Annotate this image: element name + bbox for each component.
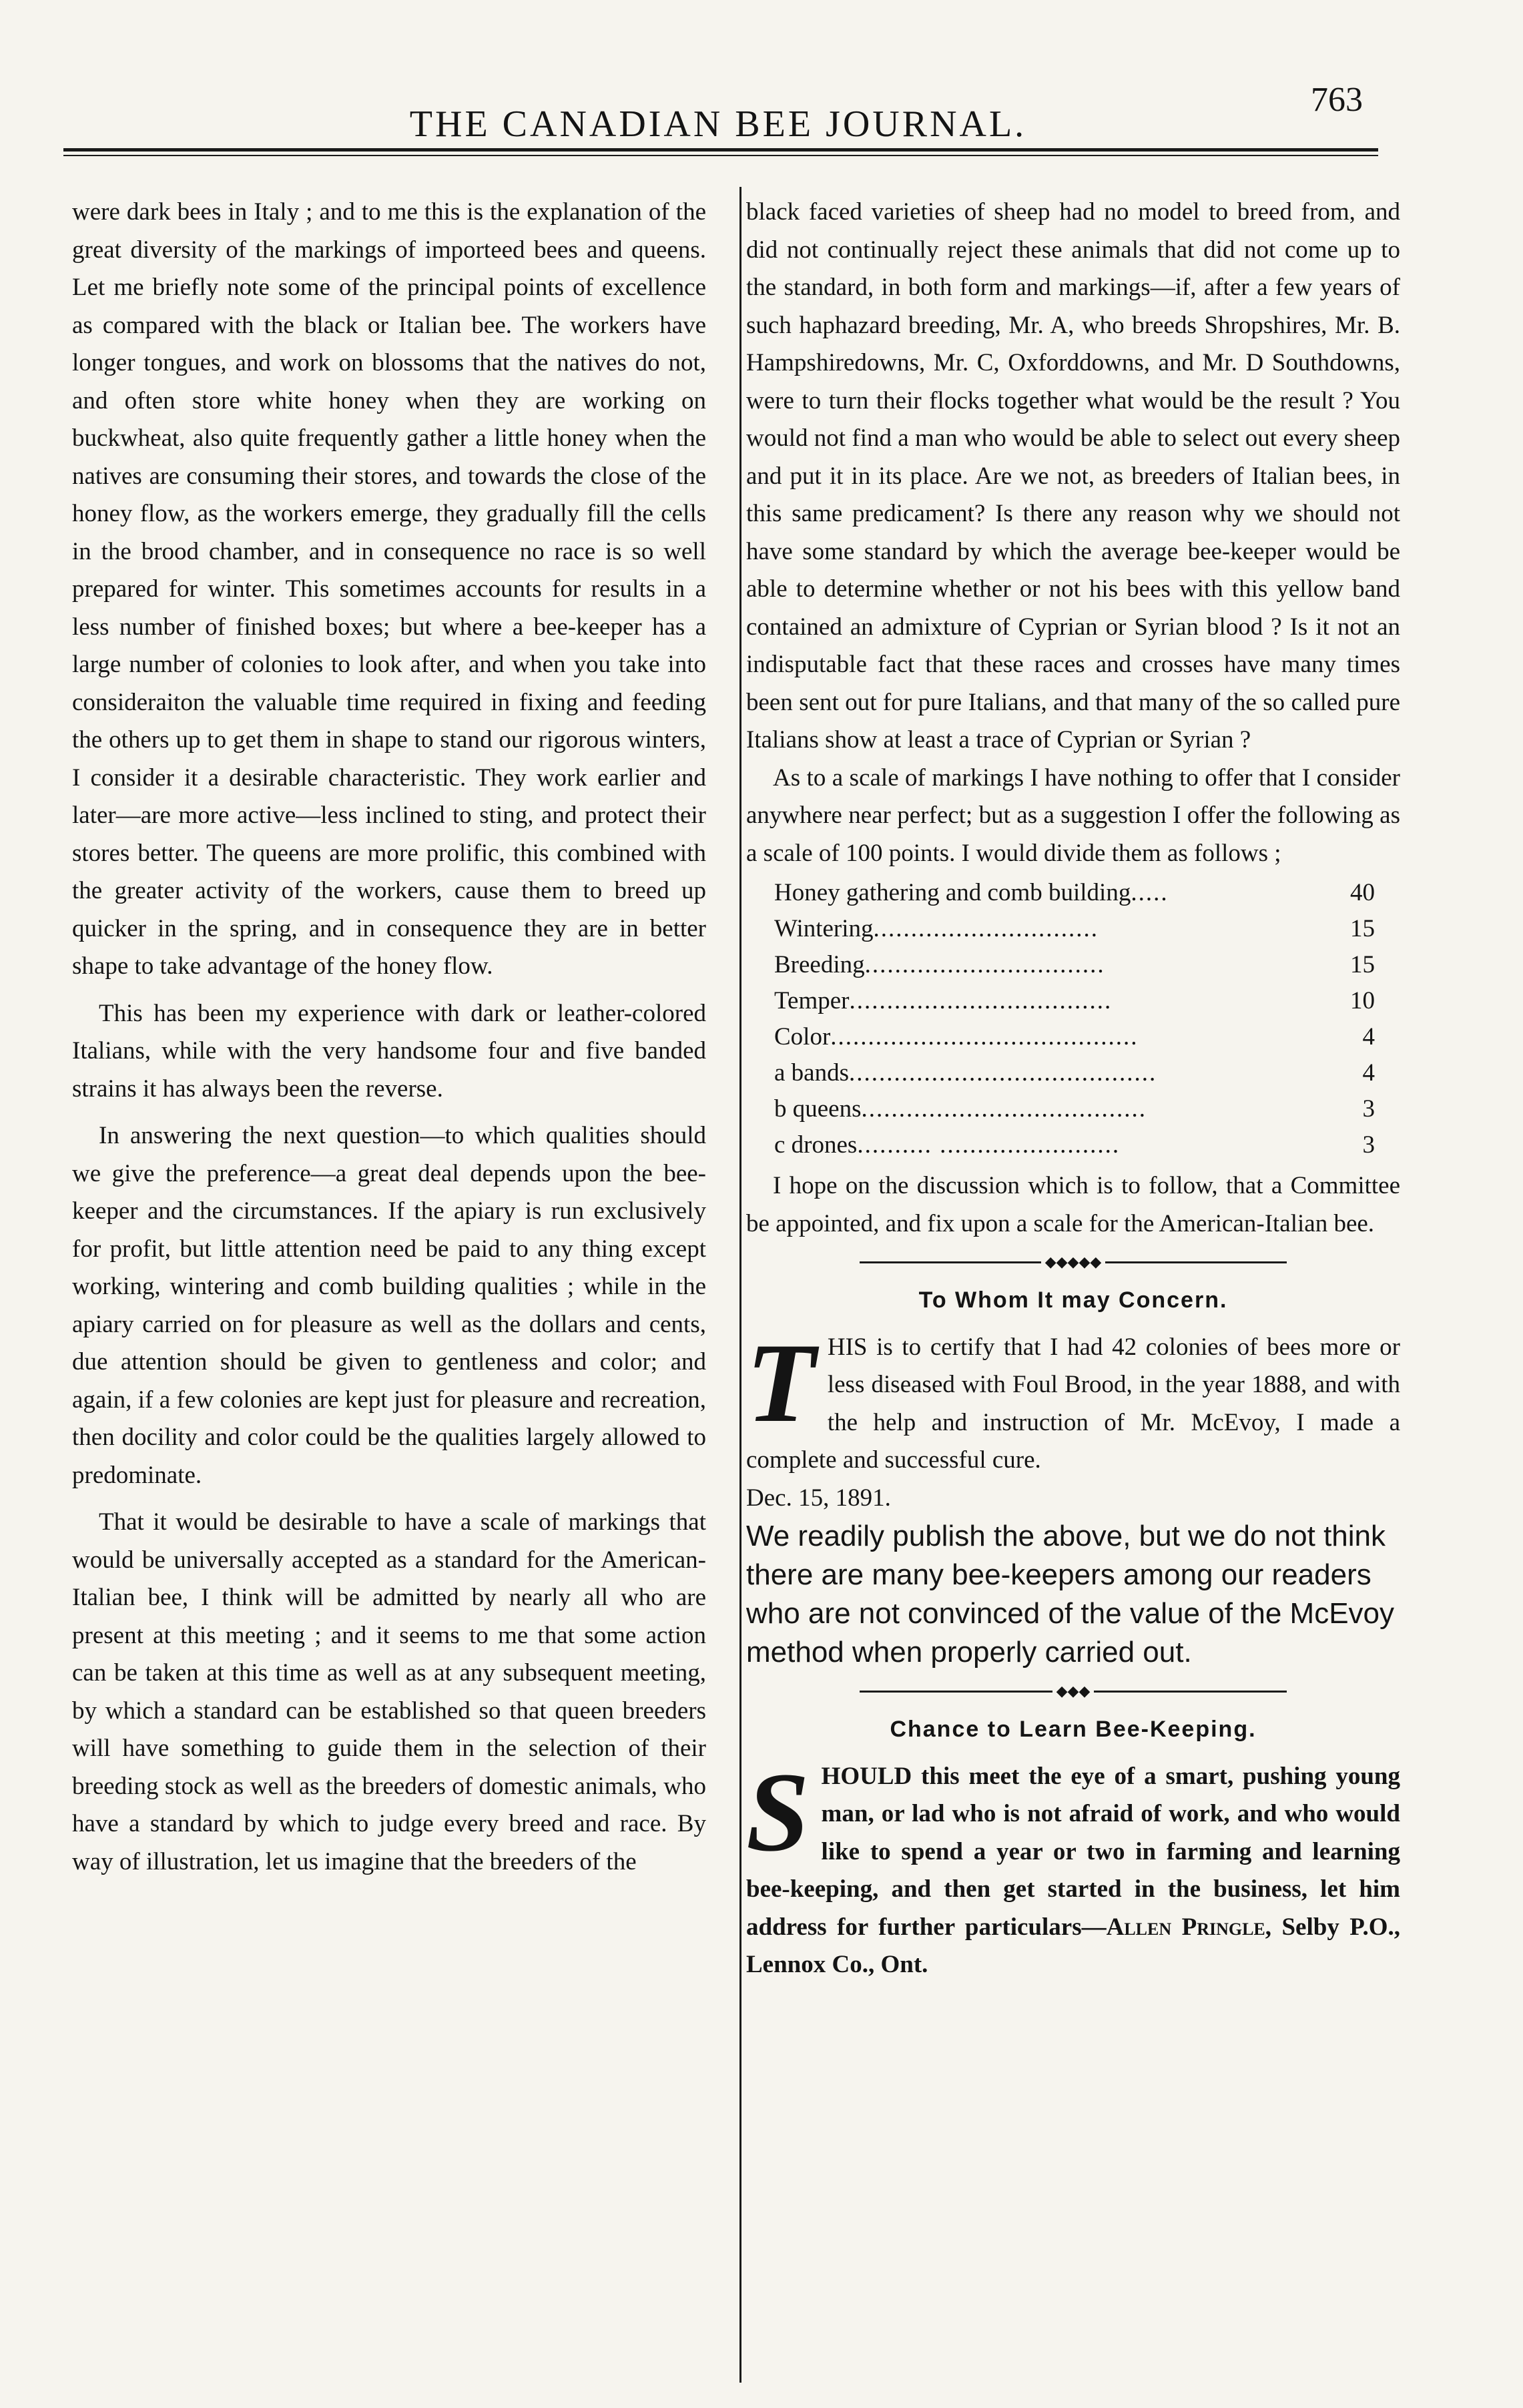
scale-row [774, 1091, 1375, 1127]
drop-cap-t: T [746, 1319, 816, 1446]
ornament-divider: ◆◆◆◆◆ [860, 1252, 1287, 1272]
scale-row [774, 875, 1375, 911]
scale-leader-dots: ......................................... [849, 1059, 1157, 1087]
scale-leader-dots: .......... ........................ [857, 1131, 1121, 1159]
editor-note: We readily publish the above, but we do not think there are many bee-keepers among our readers who are not convinced of the value of the McEvoy method when properly carried out. [746, 1520, 1395, 1669]
scale-points: 15 [1350, 951, 1375, 978]
certificate-paragraph [746, 1319, 1400, 1480]
closing-paragraph: I hope on the discussion which is to follow, that a Committee be appointed, and fix upon a scale for the American-Italian bee. [746, 1172, 1400, 1237]
scale-intro: As to a scale of markings I have nothing to offer that I consider anywhere near perfect; but as a suggestion I offer the following as a scale of 100 points. I would divide them as follows ; [746, 764, 1400, 867]
scale-item-label: Wintering [774, 915, 874, 942]
right-column [746, 194, 1400, 1984]
advertisement-text: HOULD this meet the eye of a smart, pushing young man, or lad who is not afraid of work, and who would like to spend a year or two in farming and learning bee-keeping, and then get started in the business, let him address for further particulars— [746, 1762, 1400, 1941]
scale-item-label: c drones [774, 1131, 858, 1159]
scale-points: 4 [1362, 1059, 1375, 1087]
scale-row [774, 911, 1375, 947]
advertisement-signature: Allen Pringle [1106, 1913, 1265, 1941]
scale-points: 4 [1362, 1023, 1375, 1050]
left-paragraph-1: were dark bees in Italy ; and to me this is the explanation of the great diversity of the markings of importeed bees and queens. Let me briefly note some of the principal points of excellence as compared with the black or Italian bee. The workers have longer tongues, and work on blossoms that the natives do not, and often store white honey when they are working on buckwheat, also quite frequently gather a little honey when the natives are consuming their stores, and towards the close of the honey flow, as the workers emerge, they gradually fill the cells in the brood chamber, and in consequence no race is so well prepared for winter. This sometimes accounts for results in a less number of finished boxes; but where a bee-keeper has a large number of colonies to look after, and when you take into consideraiton the valuable time required in fixing and feeding the others up to get them in shape to stand our rigorous winters, I consider it a desirable characteristic. They work earlier and later—are more active—less inclined to sting, and protect their stores better. The queens are more prolific, this combined with the greater activity of the workers, cause them to breed up quicker in the spring, and in consequence they are in better shape to take advantage of the honey flow. [72, 198, 706, 980]
scale-points: 10 [1350, 987, 1375, 1014]
certificate-text: HIS is to certify that I had 42 colonies of bees more or less diseased with Foul Brood, in the year 1888, and with the help and instruction of Mr. McEvoy, I made a complete and successful cure. [746, 1333, 1400, 1474]
scale-points: 3 [1362, 1095, 1375, 1123]
left-paragraph-4: That it would be desirable to have a scale of markings that would be universally accepted as a standard for the American-Italian bee, I think will be admitted by nearly all who are present at this meeting ; and it seems to me that some action can be taken at this time as well as at any subsequent meeting, by which a standard can be established so that queen breeders will have something to guide them in the selection of their breeding stock as well as the breeders of domestic animals, who have a standard by which to judge every breed and race. By way of illustration, let us imagine that the breeders of the [72, 1508, 706, 1875]
scale-points: 3 [1362, 1131, 1375, 1159]
scale-item-label: Color [774, 1023, 831, 1050]
scale-leader-dots: ................................ [864, 951, 1105, 978]
scale-item-label: b queens [774, 1095, 862, 1123]
scale-leader-dots: .............................. [873, 915, 1099, 942]
header-rule [63, 148, 1378, 152]
scale-points: 15 [1350, 915, 1375, 942]
running-head [73, 80, 1363, 145]
scale-row [774, 947, 1375, 983]
page-number: 763 [1311, 81, 1363, 119]
scale-item-label: Honey gathering and comb building [774, 879, 1131, 906]
scale-leader-dots: ................................... [849, 987, 1113, 1014]
scale-item-label: Breeding [774, 951, 865, 978]
scale-of-points-table [774, 875, 1375, 1163]
scale-row [774, 1055, 1375, 1091]
certificate-date: Dec. 15, 1891. [746, 1484, 891, 1512]
scale-row [774, 1019, 1375, 1055]
drop-cap-s: S [746, 1749, 810, 1875]
scale-points: 40 [1350, 879, 1375, 906]
advertisement-address: , Selby P.O., Lennox Co., Ont. [746, 1913, 1401, 1978]
section-heading-to-whom: To Whom It may Concern. [918, 1287, 1228, 1313]
scale-item-label: a bands [774, 1059, 849, 1087]
scale-leader-dots: ......................................... [830, 1023, 1139, 1050]
column-divider [739, 187, 741, 2383]
scale-leader-dots: ..... [1131, 879, 1169, 906]
right-continued-paragraph: black faced varieties of sheep had no model to breed from, and did not continually reject these animals that did not come up to the standard, in both form and markings—if, after a few years of such haphazard breeding, Mr. A, who breeds Shropshires, Mr. B. Hampshiredowns, Mr. C, Oxforddowns, and Mr. D Southdowns, were to turn their flocks together what would be the result ? You would not find a man who would be able to select out every sheep and put it in its place. Are we not, as breeders of Italian bees, in this same predicament? Is there any reason why we should not have some standard by which the average bee-keeper would be able to determine whether or not his bees with this yellow band contained an admixture of Cyprian or Syrian blood ? Is it not an indisputable fact that these races and crosses have many times been sent out for pure Italians, and that many of the so called pure Italians show at least a trace of Cyprian or Syrian ? [746, 198, 1400, 754]
advertisement-paragraph [746, 1749, 1401, 1984]
left-paragraph-2: This has been my experience with dark or leather-colored Italians, while with the very handsome four and five banded strains it has always been the reverse. [72, 999, 706, 1103]
section-heading-chance: Chance to Learn Bee-Keeping. [890, 1717, 1257, 1742]
scale-row [774, 983, 1375, 1019]
left-column [72, 194, 706, 1881]
scale-row [774, 1127, 1375, 1163]
header-rule-thin [63, 155, 1378, 156]
scale-item-label: Temper [774, 987, 850, 1014]
left-paragraph-3: In answering the next question—to which qualities should we give the preference—a great deal depends upon the bee-keeper and the circumstances. If the apiary is run exclusively for profit, but little attention need be paid to any thing except working, wintering and comb building qualities ; while in the apiary carried on for pleasure as well as the dollars and cents, due attention should be given to gentleness and color; and again, if a few colonies are kept just for pleasure and recreation, then docility and color could be the qualities largely allowed to predominate. [72, 1122, 706, 1489]
journal-title: THE CANADIAN BEE JOURNAL. [409, 103, 1027, 145]
ornament-divider-2: ◆◆◆ [860, 1681, 1287, 1701]
scale-leader-dots: ...................................... [861, 1095, 1147, 1123]
